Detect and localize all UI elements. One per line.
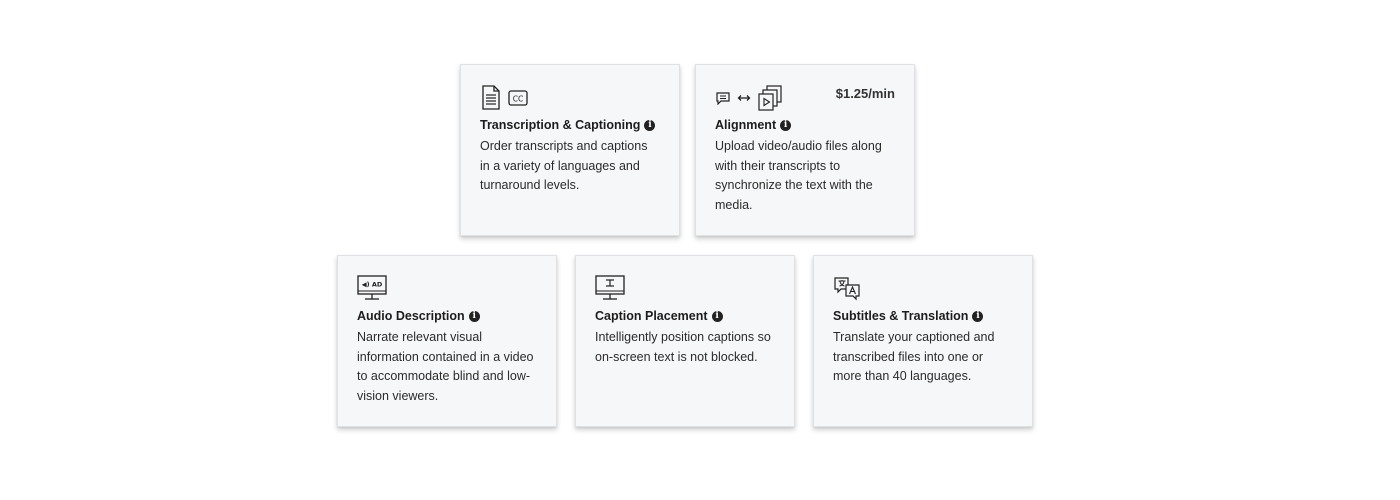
card-transcription-captioning[interactable] [460,64,680,236]
ad-icon-text: ◀) AD [361,280,383,289]
arrows-icon [737,93,751,103]
info-icon[interactable]: i [469,311,480,322]
card-title-text: Transcription & Captioning [480,118,641,132]
card-title [715,118,895,132]
document-icon [480,85,502,111]
translate-icon [833,276,861,302]
price-label: $1.25/min [835,86,895,101]
card-subtitles-translation[interactable] [813,255,1033,427]
card-caption-placement[interactable] [575,255,795,427]
caption-placement-monitor-icon [595,275,625,303]
card-title [833,309,1013,323]
svg-text:CC: CC [512,94,524,104]
card-description: Narrate relevant visual information contained in a video to accommodate blind and low-vision viewers. [357,330,534,403]
card-title-text: Alignment [715,118,777,132]
card-audio-description[interactable] [337,255,557,427]
card-alignment[interactable] [695,64,915,236]
card-title [595,309,775,323]
card-title-text: Caption Placement [595,309,708,323]
card-icons [595,275,775,303]
card-description: Upload video/audio files along with their transcripts to synchronize the text with the media. [715,139,882,212]
card-icons [833,275,1013,303]
card-title [357,309,537,323]
info-icon[interactable]: i [972,311,983,322]
card-description: Translate your captioned and transcribed files into one or more than 40 languages. [833,330,995,383]
media-files-icon [757,85,783,111]
card-description: Order transcripts and captions in a variety of languages and turnaround levels. [480,139,648,192]
card-description: Intelligently position captions so on-screen text is not blocked. [595,330,771,364]
info-icon[interactable]: i [712,311,723,322]
card-title-text: Audio Description [357,309,465,323]
info-icon[interactable]: i [780,120,791,131]
info-icon[interactable]: i [644,120,655,131]
cc-icon [508,89,528,107]
chat-icon [715,91,731,105]
audio-description-monitor-icon [357,275,387,303]
card-icons [357,275,537,303]
card-title-text: Subtitles & Translation [833,309,969,323]
card-title [480,118,660,132]
card-icons [480,84,660,112]
card-icons [715,84,895,112]
